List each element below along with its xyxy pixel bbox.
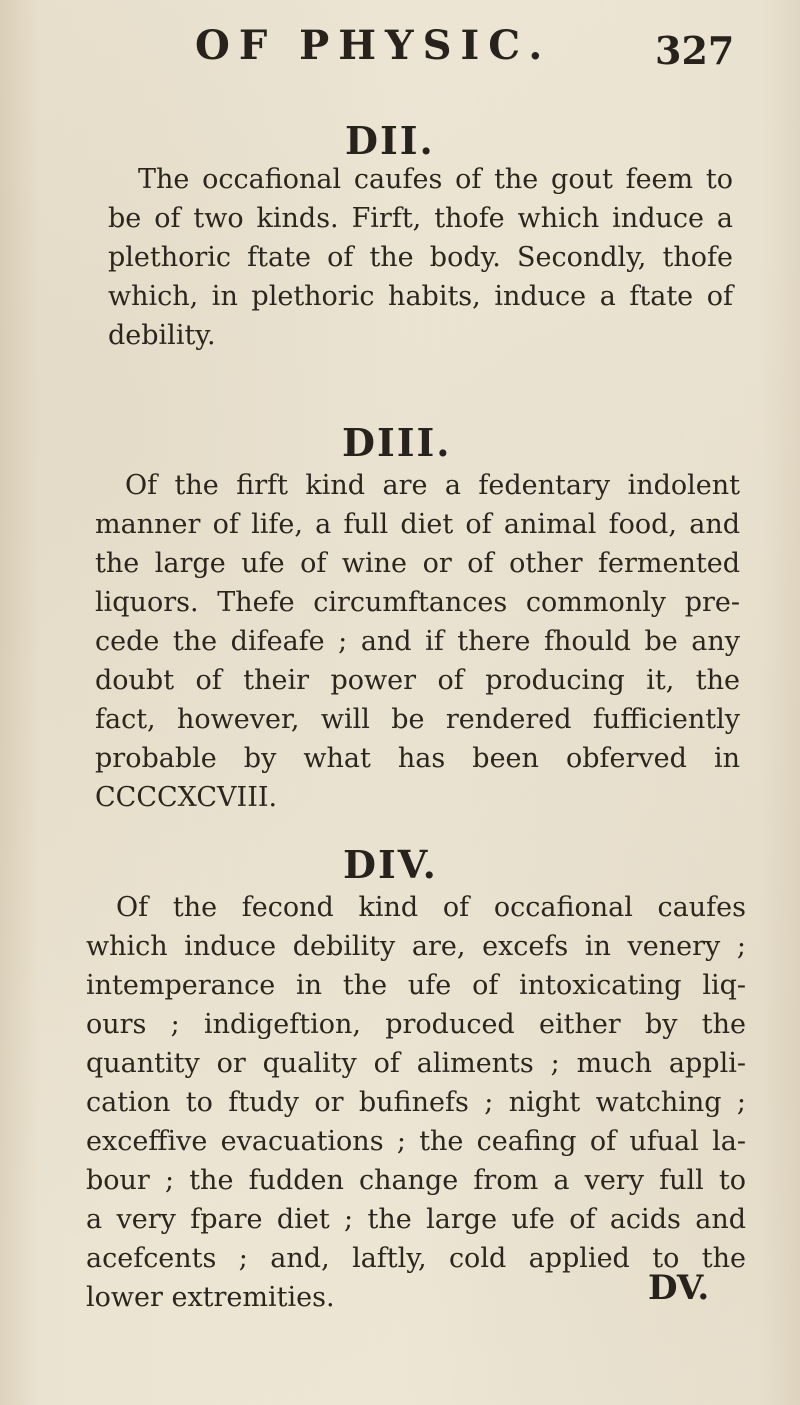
section-heading-div: DIV. — [343, 842, 438, 887]
paragraph-line: exceffive evacuations ; the ceafing of ufual la- — [86, 1126, 746, 1157]
paragraph-line: fact, however, will be rendered fufficiently — [95, 704, 740, 735]
section-paragraph-div — [86, 888, 746, 1317]
paragraph-line: CCCCXCVIII. — [95, 782, 278, 813]
paragraph-line: debility. — [108, 320, 216, 351]
page-number: 327 — [655, 28, 735, 73]
paragraph-line: the large ufe of wine or of other fermented — [95, 548, 740, 579]
paragraph-line: a very fpare diet ; the large ufe of acids and — [86, 1204, 746, 1235]
section-paragraph-diii — [95, 466, 740, 817]
section-heading-dii: DII. — [345, 118, 435, 163]
paragraph-line: probable by what has been obferved in — [95, 743, 740, 774]
paragraph-line: ours ; indigeftion, produced either by the — [86, 1009, 746, 1040]
paragraph-line: manner of life, a full diet of animal food, and — [95, 509, 740, 540]
paragraph-line: doubt of their power of producing it, the — [95, 665, 740, 696]
paragraph-line: liquors. Thefe circumftances commonly pre- — [95, 587, 740, 618]
paragraph-line: Of the fecond kind of occafional caufes — [116, 892, 746, 923]
paragraph-line: be of two kinds. Firft, thofe which induce a — [108, 203, 733, 234]
paragraph-line: bour ; the fudden change from a very full to — [86, 1165, 746, 1196]
running-head: OF PHYSIC. — [195, 22, 552, 69]
paragraph-line: cation to ftudy or bufinefs ; night watching ; — [86, 1087, 746, 1118]
paragraph-line: intemperance in the ufe of intoxicating liq- — [86, 970, 746, 1001]
paragraph-line: lower extremities. — [86, 1282, 335, 1313]
paragraph-line: which, in plethoric habits, induce a ftate of — [108, 281, 733, 312]
paragraph-line: cede the difeafe ; and if there fhould be any — [95, 626, 740, 657]
paragraph-line: The occafional caufes of the gout feem to — [138, 164, 733, 195]
paragraph-line: acefcents ; and, laftly, cold applied to the — [86, 1243, 746, 1274]
paragraph-line: quantity or quality of aliments ; much appli- — [86, 1048, 746, 1079]
section-paragraph-dii — [108, 160, 733, 355]
paragraph-line: Of the firft kind are a fedentary indolent — [125, 470, 740, 501]
section-heading-diii: DIII. — [342, 420, 452, 465]
page-header — [0, 22, 800, 82]
paragraph-line: which induce debility are, excefs in venery ; — [86, 931, 746, 962]
catchword: DV. — [648, 1268, 710, 1308]
paragraph-line: plethoric ftate of the body. Secondly, thofe — [108, 242, 733, 273]
